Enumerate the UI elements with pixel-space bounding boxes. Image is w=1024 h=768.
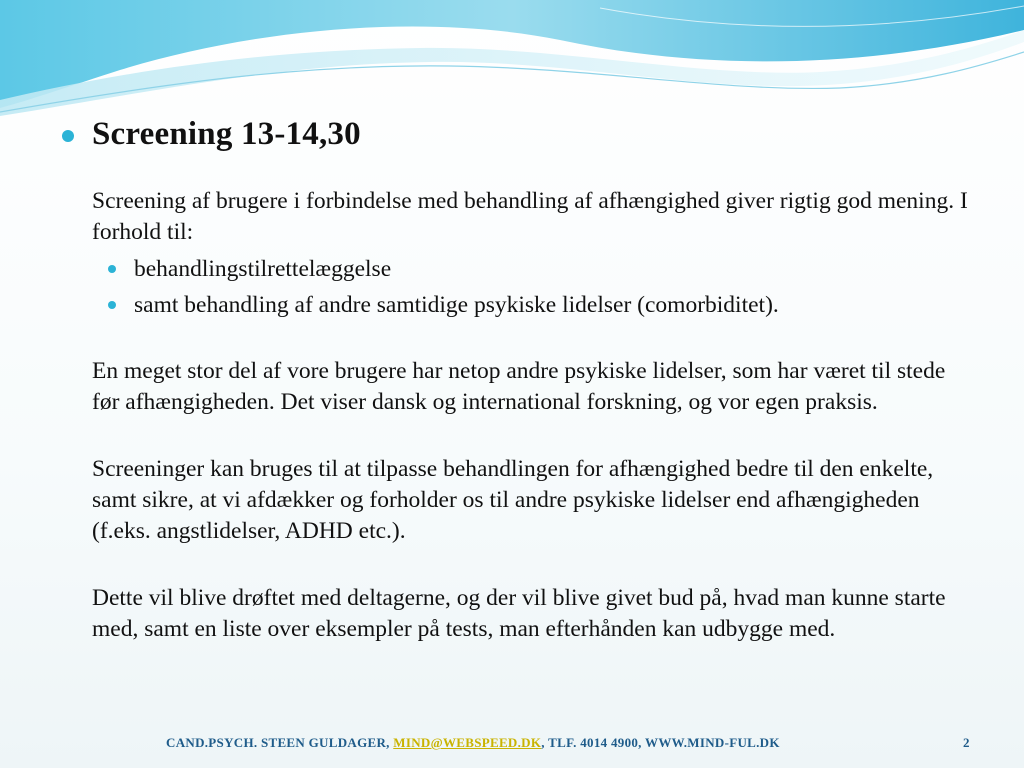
list-item	[106, 290, 972, 321]
intro-paragraph: Screening af brugere i forbindelse med behandling af afhængighed giver rigtig god mening. I forhold til:	[92, 188, 968, 245]
bullet-dot-icon	[108, 265, 116, 273]
slide-body	[92, 186, 972, 645]
slide-title: Screening 13-14,30	[92, 116, 361, 152]
bullet-dot-icon	[108, 301, 116, 309]
list-item-text: samt behandling af andre samtidige psykiske lidelser (comorbiditet).	[134, 292, 779, 318]
footer-contact	[166, 735, 780, 751]
paragraph: En meget stor del af vore brugere har netop andre psykiske lidelser, som har været til stede før afhængigheden. Det viser dansk og international forskning, og vor egen praksis.	[92, 358, 946, 415]
paragraph: Screeninger kan bruges til at tilpasse behandlingen for afhængighed bedre til den enkelte, samt sikre, at vi afdækker og forholder os til andre psykiske lidelser end afhængigheden (f.eks. angstlidelser, ADHD etc.).	[92, 456, 934, 544]
bullet-dot-icon	[62, 130, 74, 142]
footer	[0, 735, 1024, 755]
list-item-text: behandlingstilrettelæggelse	[134, 256, 392, 282]
email-link[interactable]: MIND@WEBSPEED.DK	[393, 735, 542, 750]
bullet-list	[92, 254, 972, 321]
paragraph: Dette vil blive drøftet med deltagerne, og der vil blive givet bud på, hvad man kunne starte med, samt en liste over eksempler på tests, man efterhånden kan udbygge med.	[92, 585, 946, 642]
footer-phone-web: , TLF. 4014 4900, WWW.MIND-FUL.DK	[541, 735, 780, 750]
title-row	[62, 116, 361, 153]
list-item	[106, 254, 972, 285]
page-number: 2	[963, 735, 970, 750]
footer-author: CAND.PSYCH. STEEN GULDAGER,	[166, 735, 394, 750]
